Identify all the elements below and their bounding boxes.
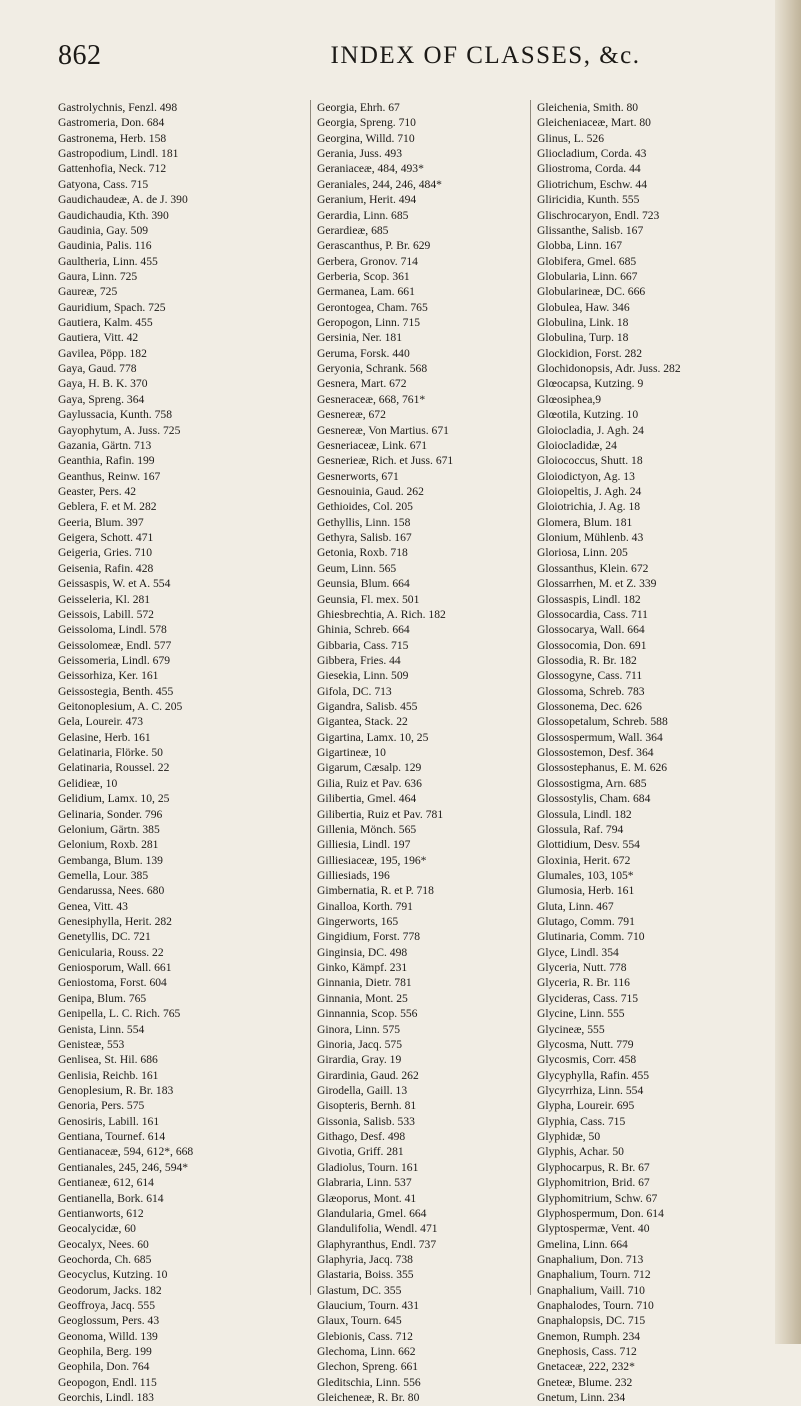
index-entry: Gerardieæ, 685: [317, 223, 389, 237]
index-entry: Gimbernatia, R. et P. 718: [317, 884, 434, 898]
index-entry: Gnaphalodes, Tourn. 710: [537, 1299, 654, 1313]
index-entry: Gingerworts, 165: [317, 915, 399, 929]
index-entry: Genlisia, Reichb. 161: [58, 1068, 159, 1082]
index-entry: Gerberia, Scop. 361: [317, 269, 410, 283]
index-entry: Gneteæ, Blume. 232: [537, 1375, 633, 1389]
index-entry: Gerbera, Gronov. 714: [317, 254, 418, 268]
index-entry: Gembanga, Blum. 139: [58, 853, 163, 867]
index-entry: Germanea, Lam. 661: [317, 285, 415, 299]
index-entry: Glechon, Spreng. 661: [317, 1360, 419, 1374]
index-entry: Glycideras, Cass. 715: [537, 991, 639, 1005]
index-entry: Getonia, Roxb. 718: [317, 546, 408, 560]
index-entry: Glossocarya, Wall. 664: [537, 623, 645, 637]
index-entry: Gaudinia, Gay. 509: [58, 223, 149, 237]
index-entry: Glonium, Mühlenb. 43: [537, 531, 644, 545]
index-entry: Githago, Desf. 498: [317, 1130, 406, 1144]
index-entry: Gesnerworts, 671: [317, 469, 399, 483]
index-entry: Gethyllis, Linn. 158: [317, 515, 411, 529]
index-entry: Ginora, Linn. 575: [317, 1022, 401, 1036]
index-entry: Gifola, DC. 713: [317, 684, 392, 698]
index-entry: Glossocardia, Cass. 711: [537, 607, 648, 621]
index-entry: Globularineæ, DC. 666: [537, 285, 646, 299]
index-entry: Gavilea, Pöpp. 182: [58, 346, 147, 360]
index-entry: Glyptospermæ, Vent. 40: [537, 1222, 650, 1236]
index-entry: Gesnereæ, Von Martius. 671: [317, 423, 449, 437]
index-entry: Geissaspis, W. et A. 554: [58, 577, 171, 591]
index-column-2: [310, 100, 547, 1405]
index-entry: Genetyllis, DC. 721: [58, 930, 151, 944]
index-entry: Glyphocarpus, R. Br. 67: [537, 1160, 650, 1174]
index-entry: Geophila, Berg. 199: [58, 1345, 152, 1359]
index-entry: Gluta, Linn. 467: [537, 899, 614, 913]
index-entry: Geoffroya, Jacq. 555: [58, 1299, 156, 1313]
index-entry: Genosiris, Labill. 161: [58, 1114, 160, 1128]
index-column-3: [530, 100, 759, 1405]
index-entry: Gaudichaudeæ, A. de J. 390: [58, 193, 188, 207]
index-entry: Gnaphalium, Tourn. 712: [537, 1268, 651, 1282]
index-entry: Glossanthus, Klein. 672: [537, 561, 649, 575]
index-entry: Gilliesiads, 196: [317, 868, 390, 882]
index-entry: Glaphyranthus, Endl. 737: [317, 1237, 437, 1251]
index-entry: Glochidonopsis, Adr. Juss. 282: [537, 362, 681, 376]
index-entry: Gemella, Lour. 385: [58, 868, 149, 882]
index-entry: Gastropodium, Lindl. 181: [58, 147, 179, 161]
index-entry: Gentianworts, 612: [58, 1206, 144, 1220]
index-entry: Glypha, Loureir. 695: [537, 1099, 635, 1113]
index-entry: Gilliesiaceæ, 195, 196*: [317, 853, 427, 867]
index-entry: Glabraria, Linn. 537: [317, 1176, 412, 1190]
index-entry: Gesnereæ, 672: [317, 408, 386, 422]
index-entry: Geissois, Labill. 572: [58, 607, 154, 621]
index-entry: Geraniales, 244, 246, 484*: [317, 177, 442, 191]
index-entry: Gaudichaudia, Kth. 390: [58, 208, 169, 222]
index-entry: Gissonia, Salisb. 533: [317, 1114, 415, 1128]
index-entry: Gayophytum, A. Juss. 725: [58, 423, 181, 437]
index-column-1: [58, 100, 288, 1406]
index-entry: Glossostephanus, E. M. 626: [537, 761, 668, 775]
index-entry: Glissanthe, Salisb. 167: [537, 223, 644, 237]
index-entry: Georgia, Spreng. 710: [317, 116, 416, 130]
index-entry: Geropogon, Linn. 715: [317, 316, 421, 330]
index-entry: Gendarussa, Nees. 680: [58, 884, 165, 898]
index-entry: Gentianales, 245, 246, 594*: [58, 1160, 189, 1174]
index-entry: Ginko, Kämpf. 231: [317, 961, 408, 975]
index-entry: Ginnania, Mont. 25: [317, 991, 408, 1005]
index-entry: Geanthus, Reinw. 167: [58, 469, 161, 483]
index-entry: Glossodia, R. Br. 182: [537, 653, 637, 667]
index-entry: Gleicheneæ, R. Br. 80: [317, 1391, 420, 1405]
index-entry: Giesekia, Linn. 509: [317, 669, 409, 683]
index-entry: Genipella, L. C. Rich. 765: [58, 1007, 181, 1021]
index-entry: Glycyphylla, Rafin. 455: [537, 1068, 650, 1082]
index-entry: Glycosma, Nutt. 779: [537, 1037, 634, 1051]
index-entry: Geissoloma, Lindl. 578: [58, 623, 167, 637]
index-entry: Gesnouinia, Gaud. 262: [317, 484, 424, 498]
index-entry: Glœocapsa, Kutzing. 9: [537, 377, 644, 391]
index-entry: Gerascanthus, P. Br. 629: [317, 239, 431, 253]
index-entry: Glycineæ, 555: [537, 1022, 605, 1036]
index-entry: Gleicheniaceæ, Mart. 80: [537, 116, 651, 130]
index-entry: Globulea, Haw. 346: [537, 300, 630, 314]
index-entry: Gloiotrichia, J. Ag. 18: [537, 500, 641, 514]
index-entry: Glæoporus, Mont. 41: [317, 1191, 417, 1205]
index-entry: Geum, Linn. 565: [317, 561, 397, 575]
index-entry: Glossonema, Dec. 626: [537, 700, 642, 714]
index-entry: Gloiopeltis, J. Agh. 24: [537, 484, 642, 498]
index-entry: Glumales, 103, 105*: [537, 868, 634, 882]
index-entry: Geoglossum, Pers. 43: [58, 1314, 160, 1328]
index-entry: Geocalycidæ, 60: [58, 1222, 136, 1236]
index-entry: Geissostegia, Benth. 455: [58, 684, 174, 698]
index-entry: Geigera, Schott. 471: [58, 531, 154, 545]
index-entry: Geisenia, Rafin. 428: [58, 561, 154, 575]
index-entry: Gilibertia, Gmel. 464: [317, 792, 417, 806]
index-entry: Gela, Loureir. 473: [58, 715, 143, 729]
index-entry: Glossarrhen, M. et Z. 339: [537, 577, 657, 591]
index-entry: Gibbera, Fries. 44: [317, 653, 401, 667]
index-entry: Girardia, Gray. 19: [317, 1053, 402, 1067]
index-entry: Geraniaceæ, 484, 493*: [317, 162, 424, 176]
index-entry: Gliotrichum, Eschw. 44: [537, 177, 648, 191]
index-entry: Gautiera, Kalm. 455: [58, 316, 153, 330]
index-entry: Glaux, Tourn. 645: [317, 1314, 402, 1328]
index-entry: Geissorhiza, Ker. 161: [58, 669, 159, 683]
index-entry: Georgia, Ehrh. 67: [317, 101, 400, 114]
index-entry: Ginginsia, DC. 498: [317, 945, 408, 959]
index-entry: Gatyona, Cass. 715: [58, 177, 149, 191]
index-entry: Gentianeæ, 612, 614: [58, 1176, 154, 1190]
index-entry: Glockidion, Forst. 282: [537, 346, 642, 360]
index-entry: Genesiphylla, Herit. 282: [58, 915, 172, 929]
index-entry: Gnaphalopsis, DC. 715: [537, 1314, 646, 1328]
index-entry: Globulina, Link. 18: [537, 316, 629, 330]
index-entry: Glycyrrhiza, Linn. 554: [537, 1084, 644, 1097]
index-entry: Gelatinaria, Roussel. 22: [58, 761, 170, 775]
index-entry: Gloiodictyon, Ag. 13: [537, 469, 635, 483]
page-header: [58, 40, 763, 70]
index-entry: Givotia, Griff. 281: [317, 1145, 404, 1159]
index-entry: Gloiocladidæ, 24: [537, 438, 617, 452]
index-entry: Geeria, Blum. 397: [58, 515, 144, 529]
index-entry: Globba, Linn. 167: [537, 239, 623, 253]
index-entry: Glyphospermum, Don. 614: [537, 1206, 664, 1220]
index-entry: Gentianella, Bork. 614: [58, 1191, 164, 1205]
index-entry: Glyphis, Achar. 50: [537, 1145, 624, 1159]
index-entry: Gesnera, Mart. 672: [317, 377, 407, 391]
index-entry: Glaucium, Tourn. 431: [317, 1299, 420, 1313]
index-entry: Gelidium, Lamx. 10, 25: [58, 792, 170, 806]
index-entry: Gaureæ, 725: [58, 285, 118, 299]
index-entry: Gattenhofia, Neck. 712: [58, 162, 167, 176]
index-entry: Gigandra, Salisb. 455: [317, 700, 418, 714]
index-entry: Glycosmis, Corr. 458: [537, 1053, 637, 1067]
index-entry: Geruma, Forsk. 440: [317, 346, 410, 360]
index-entry: Glyphidæ, 50: [537, 1130, 601, 1144]
index-entry: Gigantea, Stack. 22: [317, 715, 408, 729]
index-entry: Glossocomia, Don. 691: [537, 638, 647, 652]
index-entry: Gloiococcus, Shutt. 18: [537, 454, 643, 468]
index-entry: Glossula, Raf. 794: [537, 822, 624, 836]
index-entry: Gisopteris, Bernh. 81: [317, 1099, 417, 1113]
index-entry: Gastronema, Herb. 158: [58, 131, 167, 145]
index-entry: Gnephosis, Cass. 712: [537, 1345, 637, 1359]
index-entry: Genoplesium, R. Br. 183: [58, 1084, 174, 1097]
index-entry: Globulina, Turp. 18: [537, 331, 629, 345]
index-entry: Gelasine, Herb. 161: [58, 730, 151, 744]
index-entry: Glaphyria, Jacq. 738: [317, 1252, 413, 1266]
index-entry: Gigartineæ, 10: [317, 746, 386, 760]
index-entry: Glischrocaryon, Endl. 723: [537, 208, 660, 222]
index-entry: Glossostemon, Desf. 364: [537, 746, 654, 760]
index-entry: Gaultheria, Linn. 455: [58, 254, 158, 268]
index-entry: Ginnania, Dietr. 781: [317, 976, 412, 990]
index-entry: Georgina, Willd. 710: [317, 131, 415, 145]
index-entry: Gersinia, Ner. 181: [317, 331, 402, 345]
running-title: INDEX OF CLASSES, &c.: [330, 42, 641, 69]
index-entry: Georchis, Lindl. 183: [58, 1391, 154, 1405]
index-entry: Gliostroma, Corda. 44: [537, 162, 641, 176]
index-entry: Gloxinia, Herit. 672: [537, 853, 631, 867]
index-entry: Gladiolus, Tourn. 161: [317, 1160, 419, 1174]
index-entry: Ghiesbrechtia, A. Rich. 182: [317, 607, 446, 621]
index-entry: Glossostigma, Arn. 685: [537, 776, 647, 790]
index-entry: Glottidium, Desv. 554: [537, 838, 640, 852]
index-entry: Gloriosa, Linn. 205: [537, 546, 628, 560]
index-entry: Glechoma, Linn. 662: [317, 1345, 416, 1359]
index-entry: Glœotila, Kutzing. 10: [537, 408, 639, 422]
index-entry: Glossula, Lindl. 182: [537, 807, 632, 821]
page-edge-shadow: [775, 0, 801, 1344]
index-entry: Gigartina, Lamx. 10, 25: [317, 730, 429, 744]
index-entry: Gnetaceæ, 222, 232*: [537, 1360, 635, 1374]
index-entry: Gesneraceæ, 668, 761*: [317, 392, 426, 406]
index-entry: Gentiana, Tournef. 614: [58, 1130, 166, 1144]
index-entry: Gliocladium, Corda. 43: [537, 147, 647, 161]
index-entry: Gelonium, Roxb. 281: [58, 838, 159, 852]
index-entry: Glyphia, Cass. 715: [537, 1114, 626, 1128]
index-entry: Gmelina, Linn. 664: [537, 1237, 628, 1251]
index-entry: Geniostoma, Forst. 604: [58, 976, 167, 990]
index-entry: Geunsia, Fl. mex. 501: [317, 592, 420, 606]
index-entry: Gethioides, Col. 205: [317, 500, 413, 514]
index-entry: Gaya, H. B. K. 370: [58, 377, 148, 391]
index-entry: Gentianaceæ, 594, 612*, 668: [58, 1145, 194, 1159]
index-entry: Glutago, Comm. 791: [537, 915, 635, 929]
index-entry: Geanthia, Rafin. 199: [58, 454, 155, 468]
index-entry: Genea, Vitt. 43: [58, 899, 128, 913]
index-entry: Glandulifolia, Wendl. 471: [317, 1222, 438, 1236]
page-number: 862: [58, 40, 102, 71]
index-entry: Glumosia, Herb. 161: [537, 884, 635, 898]
index-entry: Genoria, Pers. 575: [58, 1099, 145, 1113]
index-entry: Geniosporum, Wall. 661: [58, 961, 172, 975]
index-entry: Glyce, Lindl. 354: [537, 945, 619, 959]
index-entry: Genisteæ, 553: [58, 1037, 125, 1051]
index-entry: Gloiocladia, J. Agh. 24: [537, 423, 644, 437]
index-entry: Genipa, Blum. 765: [58, 991, 147, 1005]
index-entry: Gelidieæ, 10: [58, 776, 118, 790]
index-entry: Geocyclus, Kutzing. 10: [58, 1268, 168, 1282]
index-entry: Gilibertia, Ruiz et Pav. 781: [317, 807, 444, 821]
index-entry: Gnaphalium, Vaill. 710: [537, 1283, 645, 1297]
index-entry: Gerontogea, Cham. 765: [317, 300, 428, 314]
index-entry: Gibbaria, Cass. 715: [317, 638, 409, 652]
index-entry: Glossogyne, Cass. 711: [537, 669, 643, 683]
index-entry: Genicularia, Rouss. 22: [58, 945, 164, 959]
index-entry: Gesneriaceæ, Link. 671: [317, 438, 428, 452]
index-entry: Gaudinia, Palis. 116: [58, 239, 152, 253]
index-entry: Glossoma, Schreb. 783: [537, 684, 645, 698]
index-entry: Gaya, Spreng. 364: [58, 392, 145, 406]
index-entry: Glebionis, Cass. 712: [317, 1329, 413, 1343]
index-entry: Gethyra, Salisb. 167: [317, 531, 412, 545]
index-entry: Geissolomeæ, Endl. 577: [58, 638, 172, 652]
index-entry: Gelatinaria, Flörke. 50: [58, 746, 163, 760]
index-entry: Glyphomitrion, Brid. 67: [537, 1176, 650, 1190]
index-entry: Glutinaria, Comm. 710: [537, 930, 645, 944]
index-entry: Ginnannia, Scop. 556: [317, 1007, 418, 1021]
index-entry: Gillenia, Mönch. 565: [317, 822, 417, 836]
index-entry: Glinus, L. 526: [537, 131, 604, 145]
index-entry: Globifera, Gmel. 685: [537, 254, 637, 268]
index-entry: Glastum, DC. 355: [317, 1283, 402, 1297]
index-entry: Gelonium, Gärtn. 385: [58, 822, 160, 836]
index-entry: Geblera, F. et M. 282: [58, 500, 157, 514]
index-entry: Gilia, Ruiz et Pav. 636: [317, 776, 422, 790]
index-entry: Gnetum, Linn. 234: [537, 1391, 626, 1405]
index-entry: Glycine, Linn. 555: [537, 1007, 625, 1021]
index-entry: Geopogon, Endl. 115: [58, 1375, 157, 1389]
index-entry: Glandularia, Gmel. 664: [317, 1206, 427, 1220]
index-entry: Gerania, Juss. 493: [317, 147, 403, 161]
index-entry: Geunsia, Blum. 664: [317, 577, 410, 591]
index-entry: Geophila, Don. 764: [58, 1360, 150, 1374]
index-entry: Gauridium, Spach. 725: [58, 300, 166, 314]
index-entry: Geranium, Herit. 494: [317, 193, 417, 207]
index-entry: Geaster, Pers. 42: [58, 484, 137, 498]
index-entry: Gleichenia, Smith. 80: [537, 101, 639, 114]
index-entry: Glossaspis, Lindl. 182: [537, 592, 641, 606]
index-entry: Gerardia, Linn. 685: [317, 208, 409, 222]
index-entry: Gaura, Linn. 725: [58, 269, 138, 283]
index-entry: Ginoria, Jacq. 575: [317, 1037, 403, 1051]
index-entry: Gastromeria, Don. 684: [58, 116, 165, 130]
index-entry: Gazania, Gärtn. 713: [58, 438, 152, 452]
index-entry: Glyphomitrium, Schw. 67: [537, 1191, 658, 1205]
index-entry: Geodorum, Jacks. 182: [58, 1283, 162, 1297]
index-entry: Gesnerieæ, Rich. et Juss. 671: [317, 454, 454, 468]
index-entry: Geryonia, Schrank. 568: [317, 362, 428, 376]
index-entry: Ginalloa, Korth. 791: [317, 899, 413, 913]
index-entry: Geochorda, Ch. 685: [58, 1252, 152, 1266]
index-entry: Geissomeria, Lindl. 679: [58, 653, 171, 667]
index-entry: Geisseleria, Kl. 281: [58, 592, 151, 606]
index-entry: Gigarum, Cæsalp. 129: [317, 761, 422, 775]
index-entry: Geigeria, Gries. 710: [58, 546, 153, 560]
index-entry: Girodella, Gaill. 13: [317, 1084, 408, 1097]
index-entry: Glossopetalum, Schreb. 588: [537, 715, 668, 729]
index-entry: Ghinia, Schreb. 664: [317, 623, 410, 637]
index-entry: Genlisea, St. Hil. 686: [58, 1053, 158, 1067]
index-entry: Gastrolychnis, Fenzl. 498: [58, 101, 178, 114]
index-entry: Gingidium, Forst. 778: [317, 930, 421, 944]
index-entry: Glyceria, R. Br. 116: [537, 976, 630, 990]
index-entry: Gnemon, Rumph. 234: [537, 1329, 641, 1343]
index-entry: Gilliesia, Lindl. 197: [317, 838, 411, 852]
index-entry: Gleditschia, Linn. 556: [317, 1375, 421, 1389]
index-entry: Geocalyx, Nees. 60: [58, 1237, 149, 1251]
index-entry: Geonoma, Willd. 139: [58, 1329, 158, 1343]
index-entry: Glyceria, Nutt. 778: [537, 961, 627, 975]
index-entry: Globularia, Linn. 667: [537, 269, 638, 283]
index-entry: Glossostylis, Cham. 684: [537, 792, 651, 806]
index-entry: Glomera, Blum. 181: [537, 515, 633, 529]
index-entry: Glossospermum, Wall. 364: [537, 730, 663, 744]
index-entry: Girardinia, Gaud. 262: [317, 1068, 419, 1082]
index-entry: Gelinaria, Sonder. 796: [58, 807, 163, 821]
index-entry: Glœosiphea,9: [537, 392, 602, 406]
index-entry: Gautiera, Vitt. 42: [58, 331, 139, 345]
index-entry: Gliricidia, Kunth. 555: [537, 193, 640, 207]
index-entry: Gnaphalium, Don. 713: [537, 1252, 644, 1266]
index-entry: Geitonoplesium, A. C. 205: [58, 700, 183, 714]
index-entry: Glastaria, Boiss. 355: [317, 1268, 414, 1282]
index-entry: Gaylussacia, Kunth. 758: [58, 408, 172, 422]
index-entry: Gaya, Gaud. 778: [58, 362, 137, 376]
index-entry: Genista, Linn. 554: [58, 1022, 145, 1036]
